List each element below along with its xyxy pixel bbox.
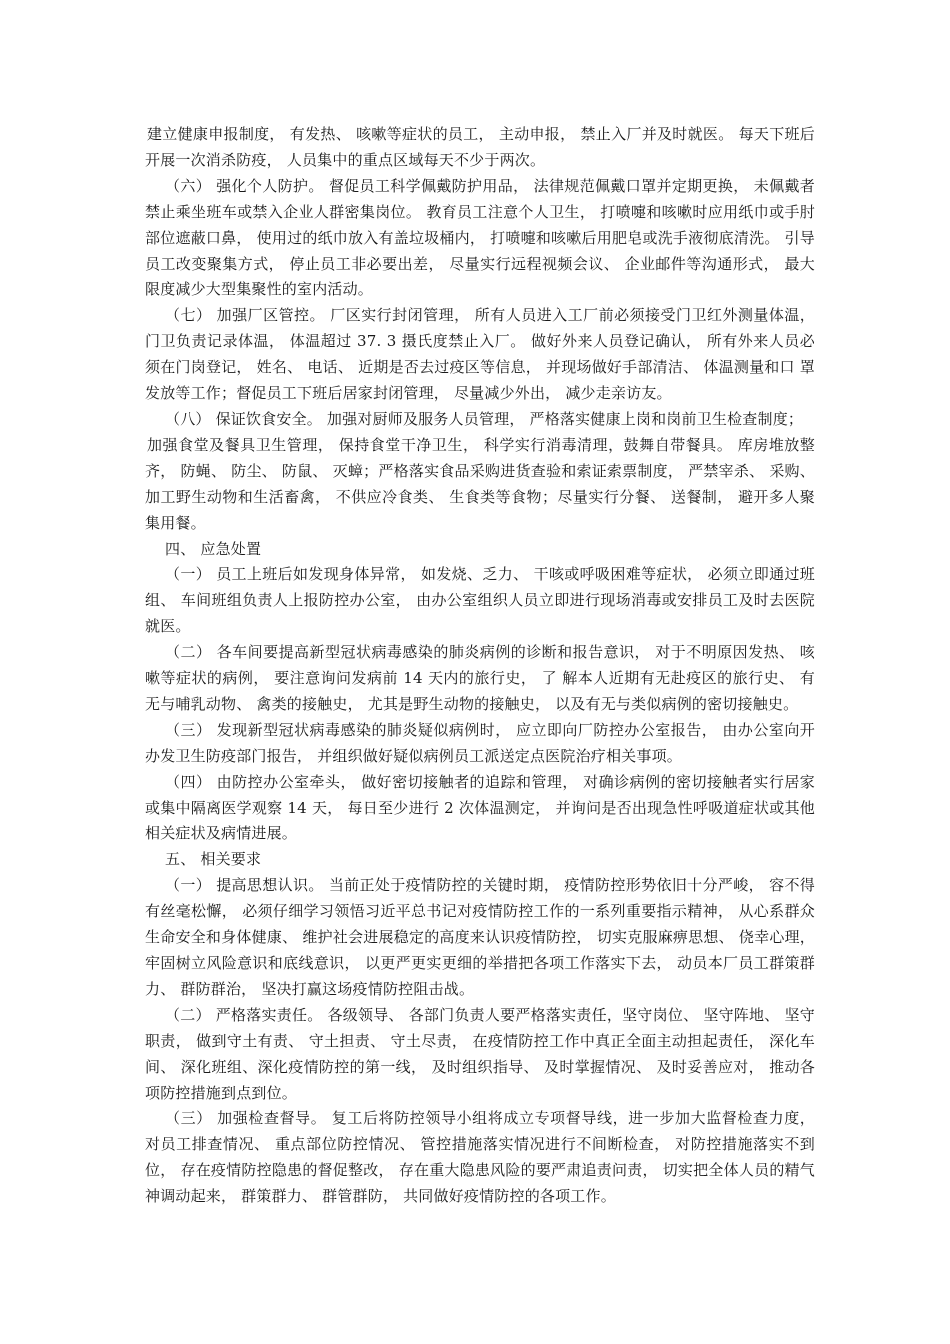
paragraph-requirement-2: （二） 严格落实责任。 各级领导、 各部门负责人要严格落实责任，坚守岗位、 坚守阵地、 坚守职责， 做到守土有责、 守土担责、 守土尽责， 在疫情防控工作中真正全面主动担起责任， 深化车间、 深化班组、深化疫情防控的第一线， 及时组织指导、 及时掌握情况、 及时妥善应对， 推动各项防控措施到点到位。 bbox=[145, 1005, 815, 1102]
section-heading-requirements: 五、 相关要求 bbox=[165, 850, 262, 869]
paragraph-personal-protection: （六） 强化个人防护。 督促员工科学佩戴防护用品， 法律规范佩戴口罩并定期更换， 未佩戴者禁止乘坐班车或禁入企业人群密集岗位。 教育员工注意个人卫生， 打喷嚏和咳嗽时应用纸巾或手肘部位遮蔽口鼻， 使用过的纸巾放入有盖垃圾桶内， 打喷嚏和咳嗽后用肥皂或洗手液彻底清洗。 引导员工改变聚集方式， 停止员工非必要出差， 尽量实行远程视频会议、 企业邮件等沟通形式， 最大限度减少大型集聚性的室内活动。 bbox=[145, 176, 815, 299]
document-page bbox=[145, 122, 815, 1210]
paragraph-requirement-3: （三） 加强检查督导。 复工后将防控领导小组将成立专项督导线，进一步加大监督检查力度， 对员工排查情况、 重点部位防控情况、 管控措施落实情况进行不间断检查， 对防控措施落实不到位， 存在疫情防控隐患的督促整改， 存在重大隐患风险的要严肃追责问责， 切实把全体人员的精气神调动起来， 群策群力、 群管群防， 共同做好疫情防控的各项工作。 bbox=[145, 1109, 815, 1206]
paragraph-emergency-4: （四） 由防控办公室牵头， 做好密切接触者的追踪和管理， 对确诊病例的密切接触者实行居家或集中隔离医学观察 14 天， 每日至少进行 2 次体温测定， 并询问是否出现急性呼吸道症状或其他相关症状及病情进展。 bbox=[145, 772, 815, 843]
paragraph-emergency-3: （三） 发现新型冠状病毒感染的肺炎疑似病例时， 应立即向厂防控办公室报告， 由办公室向开办发卫生防疫部门报告， 并组织做好疑似病例员工派送定点医院治疗相关事项。 bbox=[145, 720, 815, 765]
paragraph-requirement-1: （一） 提高思想认识。 当前正处于疫情防控的关键时期， 疫情防控形势依旧十分严峻， 容不得有丝毫松懈， 必须仔细学习领悟习近平总书记对疫情防控工作的一系列重要指示精神， 从心系群众生命安全和身体健康、 维护社会进展稳定的高度来认识疫情防控， 切实克服麻痹思想、 侥幸心理， 牢固树立风险意识和底线意识， 以更严更实更细的举措把各项工作落实下去， 动员本厂员工群策群力、 群防群治， 坚决打赢这场疫情防控阻击战。 bbox=[145, 876, 815, 998]
paragraph-factory-control: （七） 加强厂区管控。 厂区实行封闭管理， 所有人员进入工厂前必须接受门卫红外测量体温， 门卫负责记录体温， 体温超过 37. 3 摄氏度禁止入厂。 做好外来人员登记确认， 所有外来人员必须在门岗登记， 姓名、 电话、 近期是否去过疫区等信息， 并现场做好手部清洁、 体温测量和口 罩发放等工作；督促员工下班后居家封闭管理， 尽量减少外出， 减少走亲访友。 bbox=[145, 306, 815, 403]
paragraph-emergency-2: （二） 各车间要提高新型冠状病毒感染的肺炎病例的诊断和报告意识， 对于不明原因发热、 咳嗽等症状的病例， 要注意询问发病前 14 天内的旅行史， 了 解本人近期有无赴疫区的旅行史、 有无与哺乳动物、 禽类的接触史， 尤其是野生动物的接触史， 以及有无与类似病例的密切接触史。 bbox=[145, 643, 815, 713]
paragraph-health-declaration: 建立健康申报制度， 有发热、 咳嗽等症状的员工， 主动申报， 禁止入厂并及时就医。 每天下班后开展一次消杀防疫， 人员集中的重点区域每天不少于两次。 bbox=[145, 125, 815, 169]
section-heading-emergency: 四、 应急处置 bbox=[165, 539, 262, 558]
paragraph-food-safety: （八） 保证饮食安全。 加强对厨师及服务人员管理， 严格落实健康上岗和岗前卫生检查制度； bbox=[165, 409, 804, 428]
paragraph-canteen-hygiene: 加强食堂及餐具卫生管理， 保持食堂干净卫生， 科学实行消毒清理，鼓舞自带餐具。 库房堆放整齐， 防蝇、 防尘、 防鼠、 灭蟑；严格落实食品采购进货查验和索证索票制度， 严禁宰杀、 采购、 加工野生动物和生活畜禽， 不供应冷食类、 生食类等食物；尽量实行分餐、 送餐制， 避开多人聚集用餐。 bbox=[145, 435, 815, 532]
paragraph-emergency-1: （一） 员工上班后如发现身体异常， 如发烧、乏力、 干咳或呼吸困难等症状， 必须立即通过班组、 车间班组负责人上报防控办公室， 由办公室组织人员立即进行现场消毒或安排员工及时去医院就医。 bbox=[145, 565, 815, 636]
